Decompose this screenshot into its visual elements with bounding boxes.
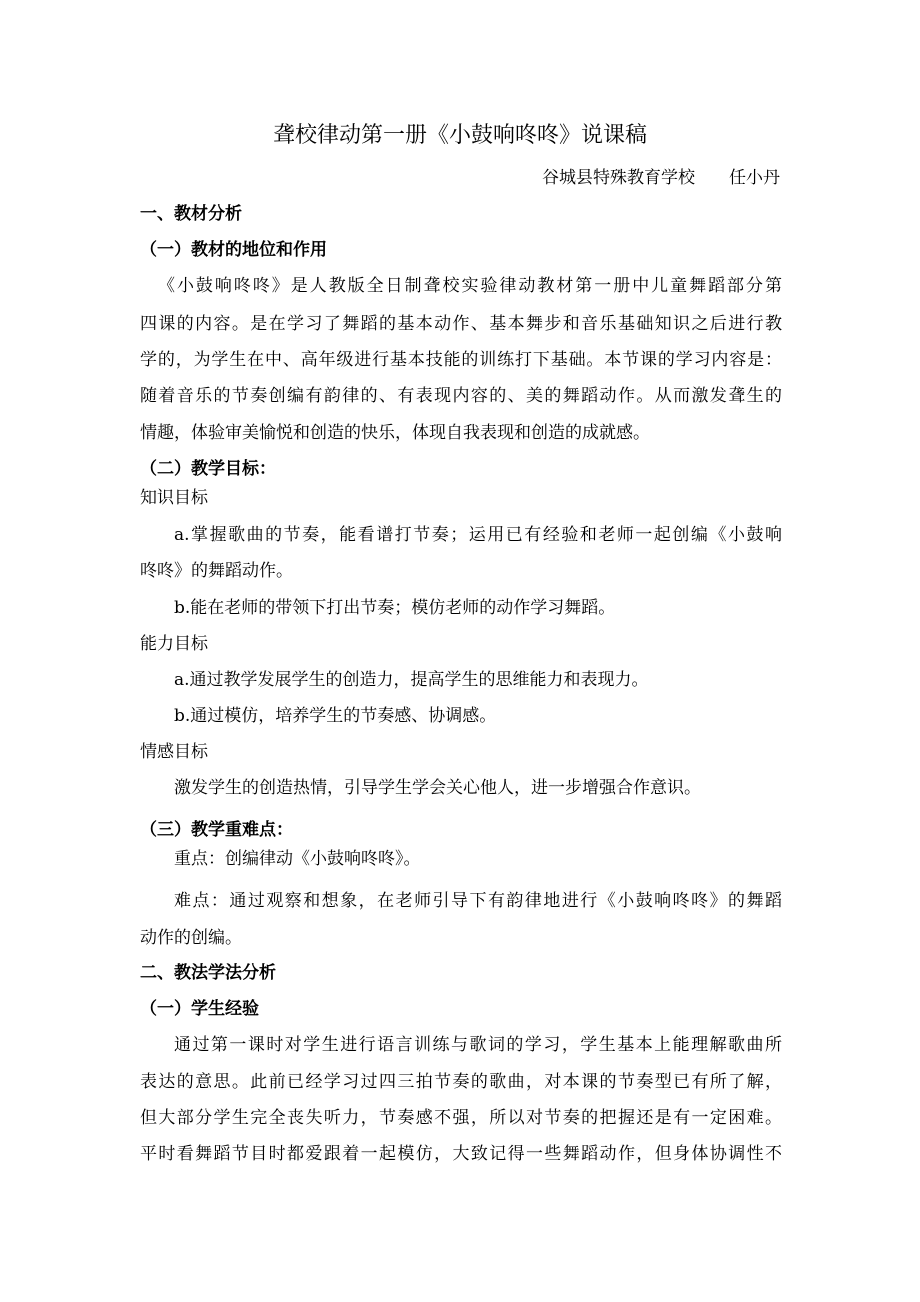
paragraph-line: 咚咚》的舞蹈动作。 [140, 561, 293, 581]
paragraph-line: b.能在老师的带领下打出节奏；模仿老师的动作学习舞蹈。 [174, 598, 616, 618]
paragraph-line: 激发学生的创造热情，引导学生学会关心他人，进一步增强合作意识。 [174, 778, 701, 798]
paragraph-line: 动作的创编。 [140, 928, 242, 948]
paragraph-line: 重点：创编律动《小鼓响咚咚》。 [174, 849, 421, 869]
subsection-heading: （三）教学重难点： [140, 820, 293, 840]
paragraph-line: a.掌握歌曲的节奏，能看谱打节奏；运用已有经验和老师一起创编《小鼓响 [174, 525, 782, 545]
goal-heading: 能力目标 [140, 634, 208, 654]
section-heading: 二、教法学法分析 [140, 963, 276, 983]
subsection-heading: （一）教材的地位和作用 [140, 240, 327, 260]
goal-heading: 情感目标 [140, 742, 208, 762]
paragraph-line: a.通过教学发展学生的创造力，提高学生的思维能力和表现力。 [174, 670, 649, 690]
document-title: 聋校律动第一册《小鼓响咚咚》说课稿 [272, 123, 647, 148]
paragraph-line: 表达的意思。此前已经学习过四三拍节奏的歌曲，对本课的节奏型已有所了解， [140, 1072, 782, 1092]
paragraph-line: 四课的内容。是在学习了舞蹈的基本动作、基本舞步和音乐基础知识之后进行教 [140, 314, 782, 334]
paragraph-line: 情趣，体验审美愉悦和创造的快乐，体现自我表现和创造的成就感。 [140, 423, 650, 443]
paragraph-line: 难点：通过观察和想象，在老师引导下有韵律地进行《小鼓响咚咚》的舞蹈 [174, 891, 782, 911]
paragraph-line: 通过第一课时对学生进行语言训练与歌词的学习，学生基本上能理解歌曲所 [174, 1035, 782, 1055]
goal-heading: 知识目标 [140, 488, 208, 508]
paragraph-line: 随着音乐的节奏创编有韵律的、有表现内容的、美的舞蹈动作。从而激发聋生的 [140, 386, 782, 406]
paragraph-line: 《小鼓响咚咚》是人教版全日制聋校实验律动教材第一册中儿童舞蹈部分第 [158, 276, 782, 296]
subsection-heading: （一）学生经验 [140, 999, 259, 1019]
author-name: 任小丹 [729, 168, 780, 188]
subsection-heading: （二）教学目标： [140, 459, 276, 479]
paragraph-line: 平时看舞蹈节目时都爱跟着一起模仿，大致记得一些舞蹈动作，但身体协调性不 [140, 1144, 782, 1164]
school-name: 谷城县特殊教育学校 [542, 168, 695, 188]
paragraph-line: 但大部分学生完全丧失听力，节奏感不强，所以对节奏的把握还是有一定困难。 [140, 1108, 782, 1128]
paragraph-line: b.通过模仿，培养学生的节奏感、协调感。 [174, 706, 497, 726]
author-line [542, 167, 780, 189]
paragraph-line: 学的，为学生在中、高年级进行基本技能的训练打下基础。本节课的学习内容是： [140, 350, 782, 370]
section-heading: 一、教材分析 [140, 204, 242, 224]
